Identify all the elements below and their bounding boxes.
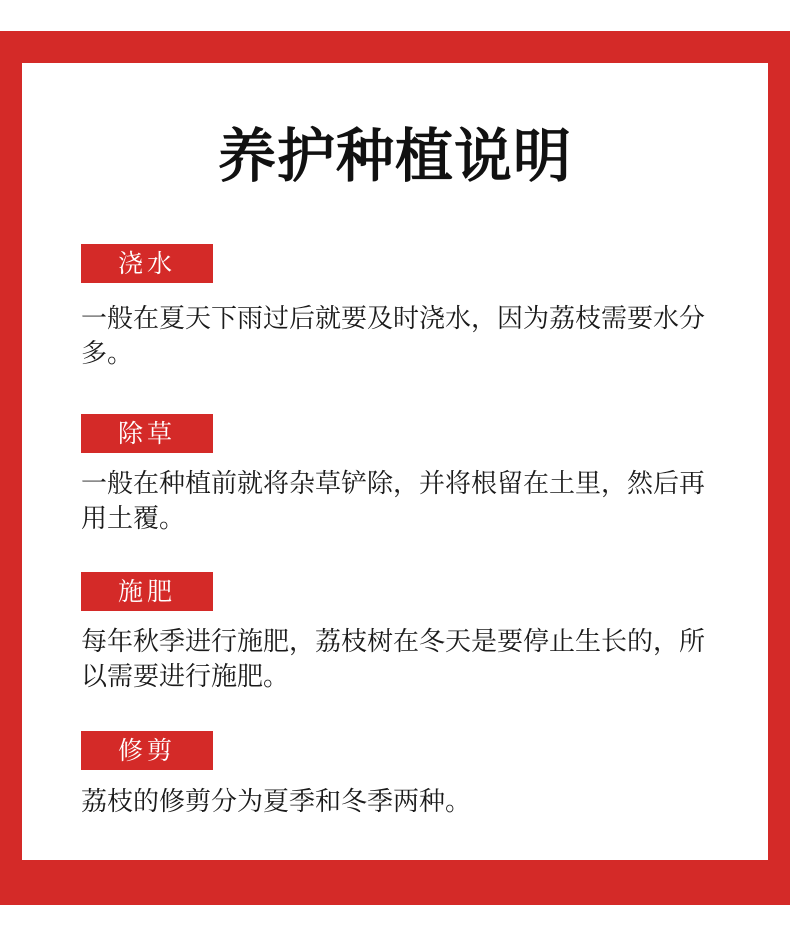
section-label-watering: 浇水 [81, 244, 213, 283]
page-title: 养护种植说明 [217, 122, 572, 190]
top-margin [0, 0, 790, 31]
section-body-weeding: 一般在种植前就将杂草铲除，并将根留在土里，然后再用土覆。 [81, 469, 706, 534]
section-body-pruning: 荔枝的修剪分为夏季和冬季两种。 [81, 787, 472, 817]
section-label-fertilizing: 施肥 [81, 572, 213, 611]
section-body-watering: 一般在夏天下雨过后就要及时浇水，因为荔枝需要水分多。 [81, 304, 706, 369]
section-label-weeding: 除草 [81, 414, 213, 453]
section-body-fertilizing: 每年秋季进行施肥，荔枝树在冬天是要停止生长的，所以需要进行施肥。 [81, 627, 706, 692]
section-label-pruning: 修剪 [81, 731, 213, 770]
bottom-margin [0, 905, 790, 952]
